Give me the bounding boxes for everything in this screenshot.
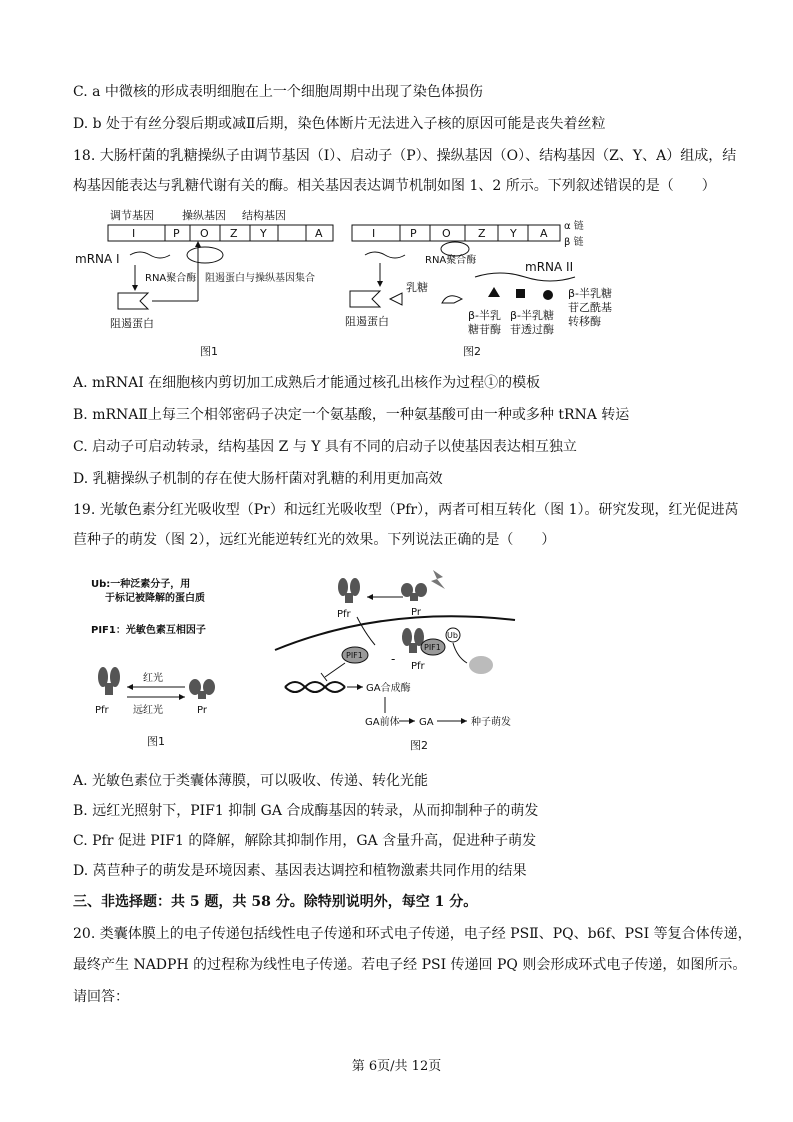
label-regulator-gene: 调节基因 [110,209,154,222]
enzyme-galactosidase-shape [488,287,500,297]
label-repressor-2: 阻遏蛋白 [345,315,389,328]
light-icon [431,570,445,589]
gene-o: O [200,227,209,240]
pfr-protein-icon [98,667,120,695]
pfr-inside-icon [402,628,424,653]
label-mrna2: mRNA II [525,260,574,274]
cell-membrane [275,616,515,650]
label-pfr-inside: Pfr [411,661,425,672]
option-c-q17: C. a 中微核的形成表明细胞在上一个细胞周期中出现了染色体损伤 [73,84,483,100]
question-18-stem-2: 构基因能表达与乳糖代谢有关的酶。相关基因表达调节机制如图 1、2 所示。下列叙述错误的是（ ） [73,178,716,194]
enzyme3-line1: β-半乳糖 [568,287,612,300]
fig1-caption-q19: 图1 [147,735,165,748]
gene-y: Y [260,227,267,240]
gene-bar-1 [108,225,333,241]
question-19-stem-1: 19. 光敏色素分红光吸收型（Pr）和远红光吸收型（Pfr），两者可相互转化（图 1）。研究发现，红光促进莴 [73,502,739,518]
question-20-stem-3: 请回答： [73,989,129,1005]
label-ga-precursor: GA前体 [365,717,400,728]
pr-protein-icon [189,679,215,699]
enzyme-transacetylase-shape [543,290,553,300]
figure-q18 [70,205,630,365]
gene2-p: P [410,227,417,240]
figure-q19 [85,565,545,760]
option-a-q19: A. 光敏色素位于类囊体薄膜，可以吸收、传递、转化光能 [73,773,429,789]
label-lactose: 乳糖 [406,281,428,294]
enzyme1-line2: 糖苷酶 [468,323,501,336]
label-alpha-chain: α 链 [564,221,584,232]
gene-p: P [173,227,180,240]
page-footer: 第 6页/共 12页 [351,1059,442,1074]
ub-legend-2: 于标记被降解的蛋白质 [105,593,205,604]
option-b-q18: B. mRNAⅡ上每三个相邻密码子决定一个氨基酸，一种氨基酸可由一种或多种 tRNA 转运 [73,407,630,423]
gene-bar-2 [352,225,560,241]
gene-a: A [315,227,323,240]
enzyme2-line2: 苷透过酶 [510,323,554,336]
option-a-q18: A. mRNAI 在细胞核内剪切加工成熟后才能通过核孔出核作为过程①的模板 [73,375,541,391]
option-c-q18: C. 启动子可启动转录，结构基因 Z 与 Y 具有不同的启动子以使基因表达相互独立 [73,439,577,455]
label-ga-enzyme: GA合成酶 [366,683,411,694]
label-rna-polymerase-2: RNA聚合酶 [425,255,477,266]
enzyme3-line2: 苷乙酰基 [568,301,612,314]
question-20-stem-2: 最终产生 NADPH 的过程称为线性电子传递。若电子经 PSI 传递回 PQ 则会形成环式电子传递，如图所示。 [73,957,747,973]
gene2-a: A [540,227,548,240]
question-19-stem-2: 苣种子的萌发（图 2），远红光能逆转红光的效果。下列说法正确的是（ ） [73,532,556,548]
ub-legend-1: Ub:一种泛素分子，用 [91,579,191,590]
pif-legend: PIF1：光敏色素互相因子 [91,625,206,636]
dna-helix-1 [285,682,345,692]
label-ub: Ub [447,631,458,640]
gene2-o: O [442,227,451,240]
proteasome-shape [469,656,493,674]
label-germination: 种子萌发 [471,717,511,728]
gene-z: Z [230,227,238,240]
option-d-q19: D. 莴苣种子的萌发是环境因素、基因表达调控和植物激素共同作用的结果 [73,863,527,879]
section-three-heading: 三、非选择题：共 5 题，共 58 分。除特别说明外，每空 1 分。 [73,894,478,910]
label-structural-gene: 结构基因 [242,209,286,222]
enzyme3-line3: 转移酶 [568,315,601,328]
pfr-top-icon [338,578,360,603]
pr-top-icon [401,583,427,601]
label-far-red-light: 远红光 [133,705,163,716]
label-pif1-left: PIF1 [346,651,363,660]
dna-helix-2 [285,682,345,692]
fig2-caption: 图2 [463,345,481,358]
gene2-z: Z [478,227,486,240]
label-rna-polymerase: RNA聚合酶 [145,273,197,284]
gene2-y: Y [510,227,517,240]
option-c-q19: C. Pfr 促进 PIF1 的降解，解除其抑制作用，GA 含量升高，促进种子萌发 [73,833,537,849]
label-mrna1: mRNA I [75,252,120,266]
label-pfr-top: Pfr [337,609,351,620]
label-ga: GA [419,717,434,728]
option-b-q19: B. 远红光照射下，PIF1 抑制 GA 合成酶基因的转录，从而抑制种子的萌发 [73,803,539,819]
question-20-stem-1: 20. 类囊体膜上的电子传递包括线性电子传递和环式电子传递，电子经 PSⅡ、PQ、b6f、PSI 等复合体传递， [73,926,752,942]
label-operator-gene: 操纵基因 [182,209,226,222]
label-pr-top: Pr [411,607,421,618]
fig1-caption: 图1 [200,345,218,358]
question-18-stem-1: 18. 大肠杆菌的乳糖操纵子由调节基因（I）、启动子（P）、操纵基因（O）、结构基因（Z、Y、A）组成，结 [73,148,737,164]
fig2-caption-q19: 图2 [410,739,428,752]
option-d-q18: D. 乳糖操纵子机制的存在使大肠杆菌对乳糖的利用更加高效 [73,471,443,487]
label-pr: Pr [197,705,207,716]
option-d-q17: D. b 处于有丝分裂后期或减Ⅱ后期，染色体断片无法进入子核的原因可能是丧失着丝粒 [73,116,606,132]
label-pif1-right: PIF1 [424,643,441,652]
label-red-light: 红光 [143,673,163,684]
enzyme1-line1: β-半乳 [468,309,501,322]
gene-i: I [132,227,136,240]
label-beta-chain: β 链 [564,237,584,248]
inhibit-sign: - [391,652,396,666]
enzyme2-line1: β-半乳糖 [510,309,554,322]
rna-polymerase-shape [187,247,223,263]
gene2-i: I [372,227,376,240]
repressor-shape [118,293,148,309]
label-repressor: 阻遏蛋白 [110,317,154,330]
label-repressor-complex: 阻遏蛋白与操纵基因集合 [205,273,315,284]
mrna1-strand [130,252,170,258]
label-pfr: Pfr [95,705,109,716]
enzyme-permease-shape [516,289,525,298]
